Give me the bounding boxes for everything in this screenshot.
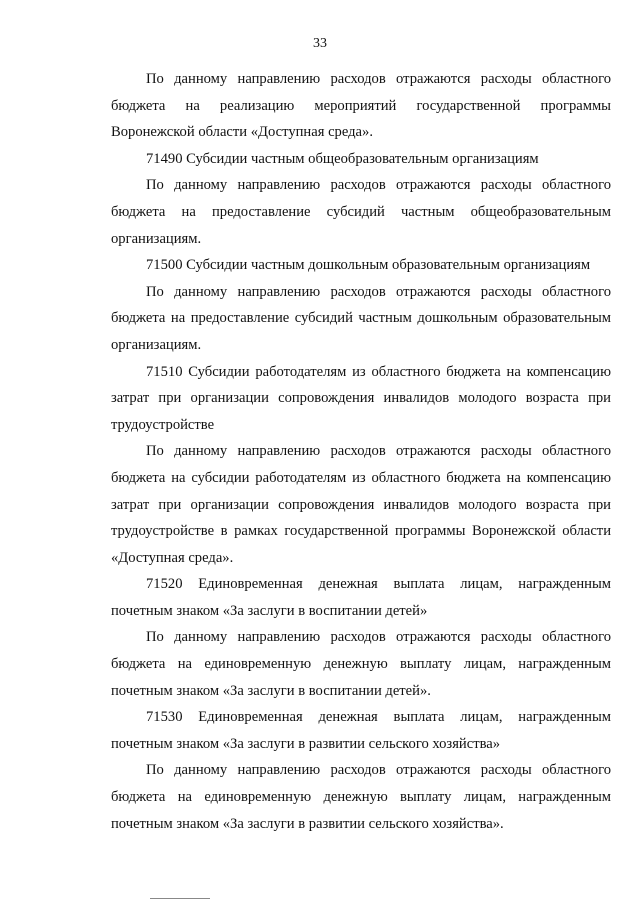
heading-71490: 71490 Субсидии частным общеобразовательным организациям xyxy=(146,150,539,167)
heading-71530: 71530 Единовременная денежная выплата лицам, награжденным почетным знаком «За заслуги в развитии сельского хозяйства» xyxy=(111,709,611,752)
paragraph-71520: По данному направлению расходов отражаются расходы областного бюджета на единовременную денежную выплату лицам, награжденным почетным знаком «За заслуги в воспитании детей». xyxy=(111,629,611,699)
paragraph-71510: По данному направлению расходов отражаются расходы областного бюджета на субсидии работодателям из областного бюджета на компенсацию затрат при организации сопровождения инвалидов молодого возраста при трудоустройстве в рамках государственной программы Воронежской области «Доступная среда». xyxy=(111,443,611,566)
paragraph-71500: По данному направлению расходов отражаются расходы областного бюджета на предоставление субсидий частным дошкольным образовательным организациям. xyxy=(111,283,611,353)
heading-71510: 71510 Субсидии работодателям из областного бюджета на компенсацию затрат при организации сопровождения инвалидов молодого возраста при трудоустройстве xyxy=(111,363,611,433)
document-body xyxy=(111,66,611,837)
bottom-scan-rule xyxy=(150,898,210,899)
heading-71520: 71520 Единовременная денежная выплата лицам, награжденным почетным знаком «За заслуги в воспитании детей» xyxy=(111,576,611,619)
page-number: 33 xyxy=(313,36,327,51)
paragraph-71530: По данному направлению расходов отражаются расходы областного бюджета на единовременную денежную выплату лицам, награжденным почетным знаком «За заслуги в развитии сельского хозяйства». xyxy=(111,762,611,832)
heading-71500: 71500 Субсидии частным дошкольным образовательным организациям xyxy=(146,257,591,274)
paragraph-71490: По данному направлению расходов отражаются расходы областного бюджета на предоставление субсидий частным общеобразовательным организациям. xyxy=(111,177,611,247)
paragraph-intro-accessible-environment: По данному направлению расходов отражаются расходы областного бюджета на реализацию мероприятий государственной программы Воронежской области «Доступная среда». xyxy=(111,71,611,141)
